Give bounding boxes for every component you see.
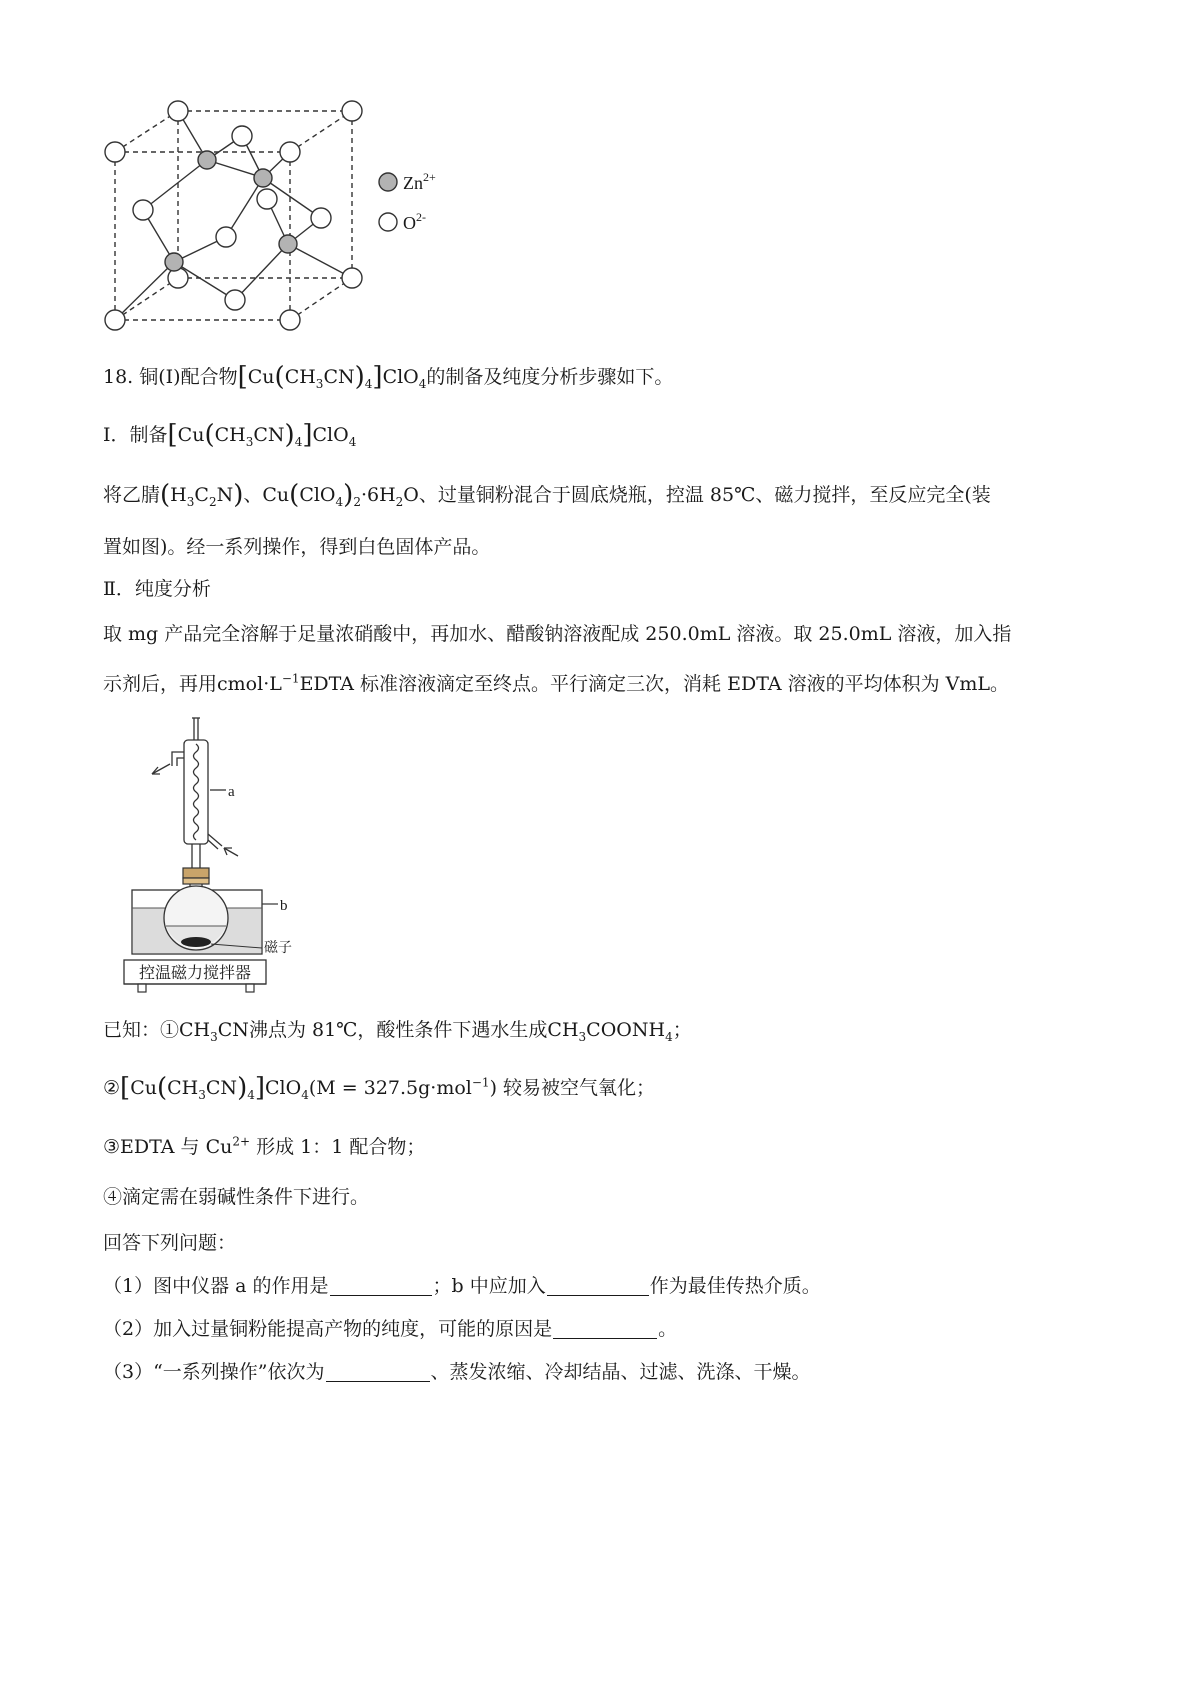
legend-o-swatch xyxy=(379,213,397,231)
condenser-coil xyxy=(194,744,199,840)
known-2: $②[Cu(CH_3CN)_4]ClO_4(M = 327.5g\cdot mol^{-1})$ 较易被空气氧化； xyxy=(103,1073,656,1103)
formula-ch3coonh4: $CH_3COONH_4$ xyxy=(547,1019,673,1044)
answer-blank-q1-a[interactable] xyxy=(330,1275,432,1296)
known-4: ④滴定需在弱碱性条件下进行。 xyxy=(103,1186,370,1208)
oxygen-ion xyxy=(133,200,153,220)
zinc-ion xyxy=(279,235,297,253)
formula-h3c2n: $(H_3C_2N)$ xyxy=(160,480,244,510)
answer-blank-q2[interactable] xyxy=(553,1318,657,1339)
formula-cu-ch3cn4-clo4: $[Cu(CH_3CN)_4]ClO_4$ xyxy=(237,362,427,392)
zinc-ion xyxy=(165,253,183,271)
water-outlet-arm xyxy=(172,752,184,766)
analysis-line-2: 示剂后，再用$cmol\cdot L^{-1}EDTA$ 标准溶液滴定至终点。平行滴定三次，消耗 EDTA 溶液的平均体积为 VmL。 xyxy=(103,671,1009,695)
answer-blank-q1-b[interactable] xyxy=(547,1275,649,1296)
oxygen-ion xyxy=(311,208,331,228)
outlet-arrow xyxy=(152,764,170,774)
oxygen-ion xyxy=(105,310,125,330)
label-b: b xyxy=(280,898,288,914)
part2-heading: Ⅱ．纯度分析 xyxy=(103,578,211,600)
formula-cu2plus: $Cu^{2+}$ xyxy=(205,1134,251,1158)
prep-line-1: 将乙腈$(H_3C_2N)$、$Cu(ClO_4)_2\cdot 6H_2O$、过量铜粉混合于圆底烧瓶，控温 85℃、磁力搅拌，至反应完全(装 xyxy=(103,480,991,510)
known-1: 已知：$①CH_3CN$沸点为 81℃，酸性条件下遇水生成$CH_3COONH_4$； xyxy=(103,1019,692,1044)
formula-cu-clo4-2-6h2o: $Cu(ClO_4)_2\cdot 6H_2O$ xyxy=(262,480,419,510)
stopper xyxy=(183,868,209,878)
oxygen-ion xyxy=(280,310,300,330)
question-2: （2）加入过量铜粉能提高产物的纯度，可能的原因是 。 xyxy=(103,1318,678,1340)
label-magnet: 磁子 xyxy=(264,940,292,956)
stirrer-label: 控温磁力搅拌器 xyxy=(138,963,252,982)
questions-prompt: 回答下列问题： xyxy=(103,1232,237,1254)
legend-o-label: $O^{2-}$ xyxy=(403,210,426,233)
formula-ch3cn: $CH_3CN$ xyxy=(179,1019,249,1044)
label-a: a xyxy=(228,784,235,800)
q18-intro: 18. 铜(Ⅰ)配合物$[Cu(CH_3CN)_4]ClO_4$的制备及纯度分析步骤如下。 xyxy=(103,362,674,392)
zinc-ion xyxy=(198,151,216,169)
oxygen-ion xyxy=(105,142,125,162)
part1-heading: Ⅰ．制备$[Cu(CH_3CN)_4]ClO_4$ xyxy=(103,420,357,450)
legend-zn-swatch xyxy=(379,173,397,191)
question-1: （1）图中仪器 a 的作用是 ；b 中应加入 作为最佳传热介质。 xyxy=(103,1275,821,1297)
zinc-ion xyxy=(254,169,272,187)
question-3: （3）“一系列操作”依次为 、蒸发浓缩、冷却结晶、过滤、洗涤、干燥。 xyxy=(103,1361,811,1383)
formula-cu-ch3cn4-clo4: $[Cu(CH_3CN)_4]ClO_4$ xyxy=(167,420,357,450)
reflux-apparatus-figure xyxy=(115,710,315,1000)
water-inlet-arm xyxy=(208,834,222,846)
answer-blank-q3[interactable] xyxy=(326,1361,430,1382)
known-3: ③EDTA 与 $Cu^{2+}$ 形成 1：1 配合物； xyxy=(103,1134,426,1158)
unit-cmol-per-l: $cmol\cdot L^{-1}$ xyxy=(217,671,300,695)
legend-zn-label: $Zn^{2+}$ xyxy=(403,170,436,193)
oxygen-ion xyxy=(232,126,252,146)
prep-line-2: 置如图)。经一系列操作，得到白色固体产品。 xyxy=(103,536,491,558)
oxygen-ion xyxy=(168,101,188,121)
oxygen-ion xyxy=(342,101,362,121)
stir-bar xyxy=(181,937,211,947)
oxygen-ion xyxy=(225,290,245,310)
oxygen-ion xyxy=(280,142,300,162)
oxygen-ion xyxy=(216,227,236,247)
formula-cu-ch3cn4-clo4: $[Cu(CH_3CN)_4]ClO_4(M = 327.5g\cdot mol^{-1})$ xyxy=(120,1073,497,1103)
oxygen-ion xyxy=(342,268,362,288)
analysis-line-1: 取 mg 产品完全溶解于足量浓硝酸中，再加水、醋酸钠溶液配成 250.0mL 溶液。取 25.0mL 溶液，加入指 xyxy=(103,623,1012,645)
oxygen-ion xyxy=(257,189,277,209)
zno-crystal-figure xyxy=(95,90,475,360)
